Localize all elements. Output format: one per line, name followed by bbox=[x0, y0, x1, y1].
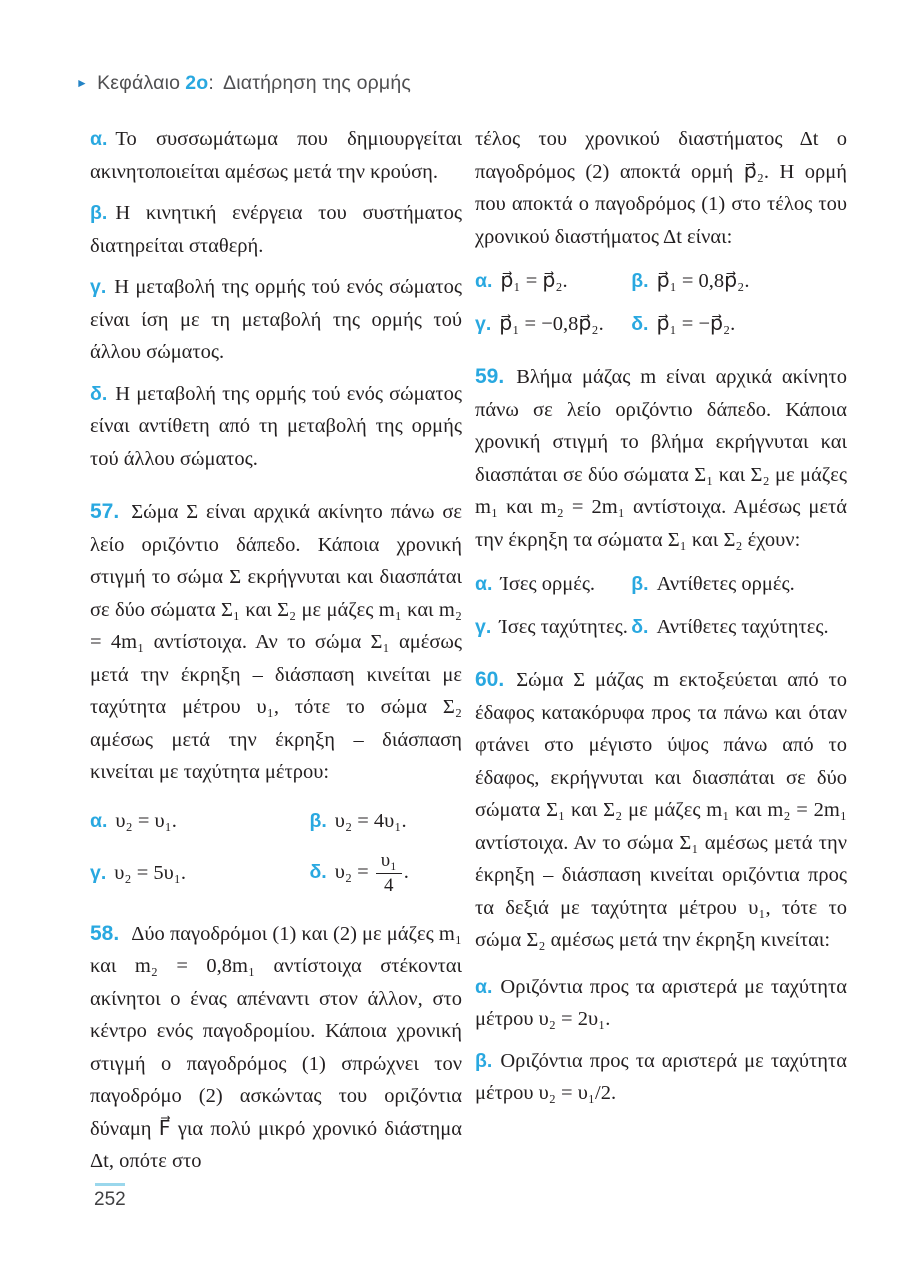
chapter-separator: : bbox=[208, 72, 214, 94]
fraction-denominator: 4 bbox=[383, 874, 394, 896]
option-letter: β. bbox=[631, 270, 649, 292]
option-text: Οριζόντια προς τα αριστερά με ταχύτητα μέτρου υ₂ = υ₁/2. bbox=[475, 1049, 847, 1104]
option-letter: γ. bbox=[90, 862, 107, 885]
question-58-continuation bbox=[475, 123, 847, 253]
option-text: Ίσες ορμές. bbox=[500, 573, 596, 595]
answer-option-c bbox=[90, 271, 462, 369]
question-58-options bbox=[475, 265, 847, 340]
formula-suffix: . bbox=[403, 861, 409, 884]
right-column bbox=[475, 123, 847, 1187]
option-text: Η κινητική ενέργεια του συστήματος διατηρείται σταθερή. bbox=[90, 202, 462, 257]
option-letter: δ. bbox=[90, 382, 108, 405]
answer-option-b bbox=[90, 197, 462, 262]
option-letter: γ. bbox=[475, 312, 492, 335]
option-letter: γ. bbox=[475, 615, 492, 638]
option-text: Το συσσωμάτωμα που δημιουργείται ακινητοποιείται αμέσως μετά την κρούση. bbox=[90, 128, 462, 183]
question-59 bbox=[475, 361, 847, 556]
question-text: Σώμα Σ είναι αρχικά ακίνητο πάνω σε λείο οριζόντιο δάπεδο. Κάποια χρονική στιγμή το σώμα Σ εκρήγνυται και διασπάται σε δύο σώματα Σ₁ και Σ₂ με μάζες m₁ και m₂ = 4m₁ αντίστοιχα. Αν το σώμα Σ₁ αμέσως μετά την έκρηξη – διάσπαση κινείται με ταχύτητα μέτρου υ₁, τότε το σώμα Σ₂ αμέσως μετά την έκρηξη – διάσπαση κινείται με ταχύτητα μέτρου: bbox=[90, 501, 462, 783]
question-57-options bbox=[90, 805, 462, 897]
answer-option-c bbox=[475, 308, 631, 341]
question-58 bbox=[90, 918, 462, 1178]
answer-option-d bbox=[631, 308, 847, 341]
option-text: Η μεταβολή της ορμής τού ενός σώματος είναι αντίθετη από τη μεταβολή της ορμής τού άλλου σώματος. bbox=[90, 382, 462, 470]
chapter-label: Κεφάλαιο bbox=[97, 72, 181, 94]
option-letter: β. bbox=[90, 202, 108, 224]
chapter-arrow-icon: ► bbox=[76, 76, 89, 90]
answer-option-a bbox=[90, 805, 309, 838]
option-formula: p⃗₁ = −p⃗₂. bbox=[656, 312, 736, 335]
answer-option-b bbox=[631, 265, 847, 298]
answer-option-b bbox=[475, 1045, 847, 1110]
option-text: Ίσες ταχύτητες. bbox=[499, 615, 628, 638]
option-letter: α. bbox=[475, 573, 493, 595]
question-number: 59. bbox=[475, 365, 505, 388]
option-letter: δ. bbox=[309, 861, 327, 884]
answer-option-a bbox=[475, 265, 631, 298]
option-formula: υ₂ = 4υ₁. bbox=[334, 809, 407, 832]
page-body bbox=[90, 123, 847, 1187]
answer-option-c bbox=[475, 611, 631, 644]
chapter-title: Διατήρηση της ορμής bbox=[223, 72, 411, 94]
option-letter: β. bbox=[475, 1049, 493, 1072]
option-letter: α. bbox=[475, 270, 493, 292]
question-text: Δύο παγοδρόμοι (1) και (2) με μάζες m₁ και m₂ = 0,8m₁ αντίστοιχα στέκονται ακίνητοι ο ένας απέναντι στον άλλον, στο κέντρο ενός παγοδρομίου. Κάποια χρονική στιγμή ο παγοδρόμος (1) σπρώχνει τον παγοδρόμο (2) ασκώντας του οριζόντια δύναμη F⃗ για πολύ μικρό χρονικό διάστημα Δt, οπότε στο bbox=[90, 922, 462, 1173]
chapter-header bbox=[76, 72, 411, 95]
option-letter: δ. bbox=[631, 312, 649, 335]
chapter-number: 2ο bbox=[185, 72, 209, 94]
answer-option-b bbox=[631, 568, 847, 601]
option-text: Αντίθετες ταχύτητες. bbox=[656, 615, 829, 638]
answer-option-d bbox=[309, 850, 462, 897]
option-letter: α. bbox=[90, 809, 108, 832]
option-text: Αντίθετες ορμές. bbox=[656, 573, 795, 595]
left-column bbox=[90, 123, 462, 1187]
option-letter: α. bbox=[90, 128, 108, 150]
option-letter: β. bbox=[309, 809, 327, 832]
option-letter: γ. bbox=[90, 276, 107, 298]
option-formula bbox=[334, 850, 409, 896]
option-letter: β. bbox=[631, 573, 649, 595]
question-text: Σώμα Σ μάζας m εκτοξεύεται από το έδαφος κατακόρυφα προς τα πάνω και όταν φτάνει στο μέγιστο ύψος πάνω από το έδαφος, εκρήγνυται και διασπάται σε δύο σώματα Σ₁ και Σ₂ με μάζες m₁ και m₂ = 2m₁ αντίστοιχα. Αν το σώμα Σ₁ αμέσως μετά την έκρηξη – διάσπαση κινείται οριζόντια προς τα δεξιά με ταχύτητα μέτρου υ₁, τότε το σώμα Σ₂ αμέσως μετά την έκρηξη κινείται: bbox=[475, 669, 847, 951]
answer-option-a bbox=[90, 123, 462, 188]
option-formula: p⃗₁ = −0,8p⃗₂. bbox=[499, 312, 604, 335]
question-number: 57. bbox=[90, 500, 120, 523]
question-text: Βλήμα μάζας m είναι αρχικά ακίνητο πάνω σε λείο οριζόντιο δάπεδο. Κάποια χρονική στιγμή το βλήμα εκρήγνυται και διασπάται σε δύο σώματα Σ₁ και Σ₂ με μάζες m₁ και m₂ = 2m₁ αντίστοιχα. Αμέσως μετά την έκρηξη τα σώματα Σ₁ και Σ₂ έχουν: bbox=[475, 366, 847, 551]
answer-option-a bbox=[475, 971, 847, 1036]
page-number: 252 bbox=[94, 1189, 126, 1210]
fraction-numerator: υ₁ bbox=[376, 850, 402, 874]
answer-option-b bbox=[309, 805, 462, 838]
option-formula: υ₂ = υ₁. bbox=[115, 809, 177, 832]
option-text: Η μεταβολή της ορμής τού ενός σώματος είναι ίση με τη μεταβολή της ορμής τού άλλου σώματος. bbox=[90, 276, 462, 363]
answer-option-d bbox=[90, 378, 462, 476]
option-formula: p⃗₁ = 0,8p⃗₂. bbox=[656, 270, 750, 292]
question-59-options bbox=[475, 568, 847, 643]
formula-prefix: υ₂ = bbox=[334, 861, 369, 884]
fraction bbox=[376, 850, 402, 897]
option-text: Οριζόντια προς τα αριστερά με ταχύτητα μέτρου υ₂ = 2υ₁. bbox=[475, 975, 847, 1030]
question-text: τέλος του χρονικού διαστήματος Δt ο παγοδρόμος (2) αποκτά ορμή p⃗₂. Η ορμή που αποκτά ο παγοδρόμος (1) στο τέλος του χρονικού διαστήματος Δt είναι: bbox=[475, 128, 847, 248]
question-number: 58. bbox=[90, 921, 120, 945]
question-57 bbox=[90, 496, 462, 789]
option-formula: p⃗₁ = p⃗₂. bbox=[500, 270, 568, 292]
answer-option-a bbox=[475, 568, 631, 601]
option-letter: α. bbox=[475, 975, 493, 998]
footer-rule bbox=[95, 1183, 125, 1186]
option-formula: υ₂ = 5υ₁. bbox=[114, 862, 187, 885]
question-number: 60. bbox=[475, 668, 505, 691]
answer-option-d bbox=[631, 611, 847, 644]
answer-option-c bbox=[90, 857, 309, 890]
option-letter: δ. bbox=[631, 615, 649, 638]
question-60 bbox=[475, 664, 847, 957]
